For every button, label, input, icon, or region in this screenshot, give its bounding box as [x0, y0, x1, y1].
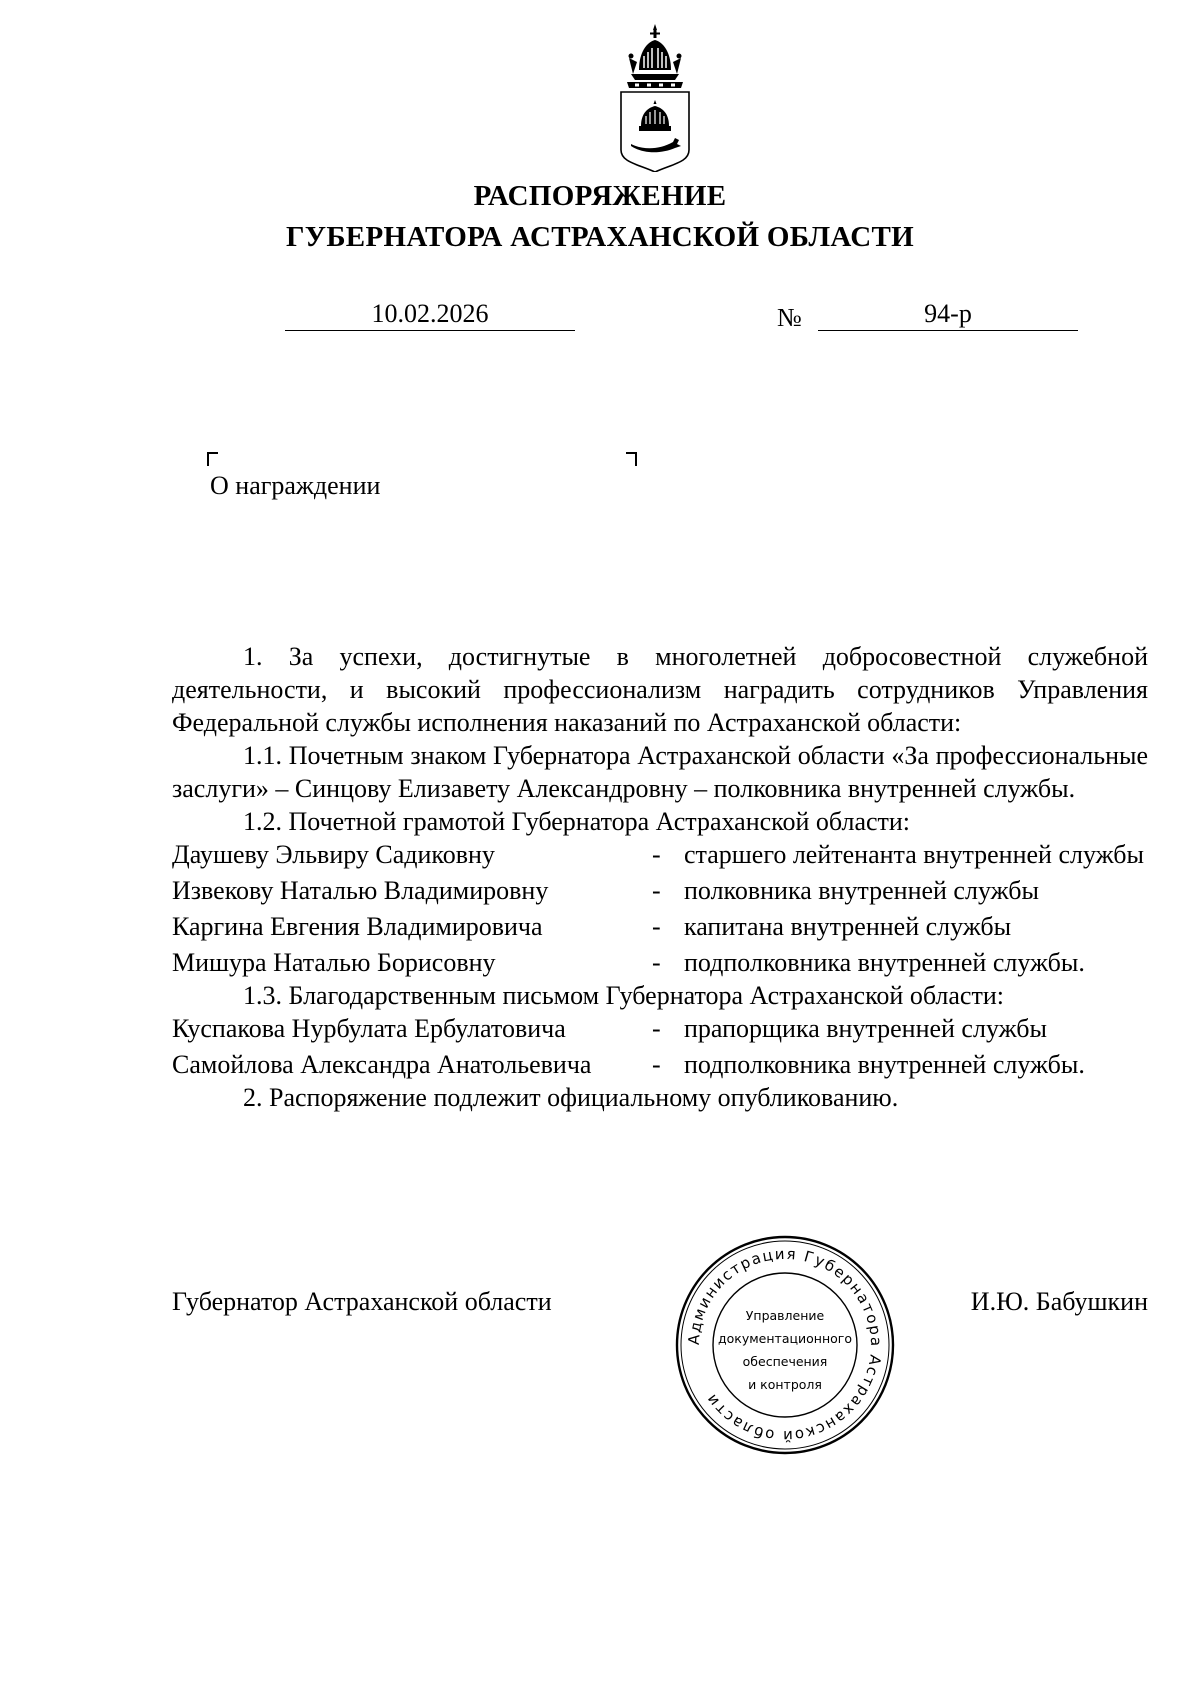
award-row [172, 838, 1148, 871]
dash-separator: - [652, 876, 661, 905]
seal-inner-line-2: документационного [718, 1331, 852, 1346]
document-body [172, 640, 1148, 1114]
subject-bracket-right [626, 452, 637, 466]
seal-inner-line-4: и контроля [748, 1377, 822, 1392]
seal-outer-text: Администрация Губернатора Астраханской области [684, 1244, 886, 1446]
awardee-name: Самойлова Александра Анатольевича [172, 1050, 592, 1079]
award-row [172, 1012, 1148, 1045]
signatory-name: И.Ю. Бабушкин [970, 1287, 1148, 1316]
awardee-name: Извекову Наталью Владимировну [172, 876, 549, 905]
awardee-name: Каргина Евгения Владимировича [172, 912, 543, 941]
dash-separator: - [652, 840, 661, 869]
paragraph-1-3: 1.3. Благодарственным письмом Губернатора Астраханской области: [243, 981, 1004, 1010]
award-row [172, 874, 1148, 907]
coat-of-arms-emblem [617, 22, 693, 172]
paragraph-1-2: 1.2. Почетной грамотой Губернатора Астраханской области: [243, 807, 911, 836]
seal-inner-line-3: обеспечения [742, 1354, 828, 1369]
seal-inner-line-1: Управление [745, 1308, 825, 1323]
awardee-name: Мишура Наталью Борисовну [172, 948, 496, 977]
award-row [172, 910, 1148, 943]
awardee-name: Куспакова Нурбулата Ербулатовича [172, 1014, 566, 1043]
award-row [172, 946, 1148, 979]
document-date: 10.02.2026 [285, 298, 575, 331]
signatory-position: Губернатор Астраханской области [172, 1287, 552, 1316]
dash-separator: - [652, 912, 661, 941]
awardee-rank: подполковника внутренней службы. [684, 948, 1085, 977]
awardee-rank: полковника внутренней службы [684, 876, 1039, 905]
awardee-rank: капитана внутренней службы [684, 912, 1012, 941]
document-issuer: ГУБЕРНАТОРА АСТРАХАНСКОЙ ОБЛАСТИ [286, 221, 914, 253]
awardee-rank: старшего лейтенанта внутренней службы [684, 840, 1144, 869]
award-row [172, 1048, 1148, 1081]
number-label: № [777, 303, 802, 332]
dash-separator: - [652, 948, 661, 977]
dash-separator: - [652, 1014, 661, 1043]
awardee-rank: прапорщика внутренней службы [684, 1014, 1047, 1043]
document-title: РАСПОРЯЖЕНИЕ [473, 180, 727, 212]
awardee-rank: подполковника внутренней службы. [684, 1050, 1085, 1079]
paragraph-2: 2. Распоряжение подлежит официальному опубликованию. [243, 1083, 899, 1112]
dash-separator: - [652, 1050, 661, 1079]
official-seal [672, 1232, 898, 1458]
paragraph-1: 1. За успехи, достигнутые в многолетней добросовестной служебной деятельности, и высокий профессионализм наградить сотрудников Управления Федеральной службы исполнения наказаний по Астраханской области: [172, 642, 1148, 737]
document-subject: О награждении [210, 471, 381, 500]
paragraph-1-1: 1.1. Почетным знаком Губернатора Астраханской области «За профессиональные заслуги» – Синцову Елизавету Александровну – полковника внутренней службы. [172, 741, 1148, 803]
document-number: 94-р [818, 298, 1078, 331]
subject-bracket-left [207, 452, 218, 466]
awardee-name: Даушеву Эльвиру Садиковну [172, 840, 495, 869]
